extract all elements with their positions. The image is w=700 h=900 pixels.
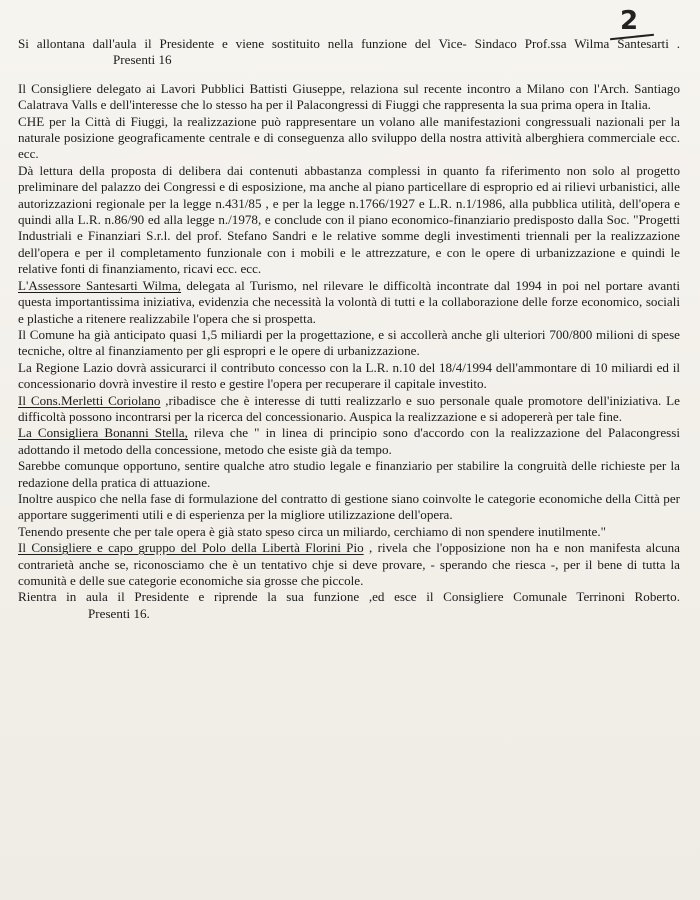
page-number: 2 <box>620 6 639 36</box>
minutes-body <box>18 36 680 622</box>
presenti-count: Presenti 16. <box>88 605 150 621</box>
speaker-name: Il Consigliere e capo gruppo del Polo della Libertà Florini Pio <box>18 540 364 556</box>
speaker-name: La Consigliera Bonanni Stella, <box>18 425 188 441</box>
paragraph-che-fiuggi: CHE per la Città di Fiuggi, la realizzazione può rappresentare un volano alle manifestazioni congressuali nazionali per la naturale posizione geograficamente centrale e di conseguenza allo sviluppo della nostra attività alberghiera commerciale ecc. ecc. <box>18 113 680 162</box>
spacer <box>18 69 680 81</box>
presenti-count: Presenti 16 <box>113 52 172 68</box>
paragraph-text: , rivela che l'opposizione non ha e non manifesta alcuna contrarietà anche se, riconosciamo che è un tentativo chje si deve provare, - sperando che riesca -, per il bene di tutta la comunità e delle sue categorie economiche sia grosse che piccole. <box>18 540 680 588</box>
paragraph-bonanni <box>18 425 680 458</box>
speaker-name: Il Cons.Merletti Coriolano <box>18 392 161 408</box>
paragraph-battisti: Il Consigliere delegato ai Lavori Pubblici Battisti Giuseppe, relaziona sul recente incontro a Milano con l'Arch. Santiago Calatrava Valls e dell'interesse che lo stesso ha per il Palacongressi di Fiuggi che rappresenta la sua prima opera in Italia. <box>18 80 680 113</box>
paragraph-text: delegata al Turismo, nel rilevare le difficoltà incontrate dal 1994 in poi nel portare avanti questa importantissima iniziativa, evidenzia che necessità la volontà di tutti e la collaborazione delle forze economico, sociali e plastiche a ritenere realizzabile l'opera che si prospetta. <box>18 277 680 326</box>
paragraph-regione: La Regione Lazio dovrà assicurarci il contributo concesso con la L.R. n.10 del 18/4/1994 dell'ammontare di 10 miliardi ed il concessionario dovrà investire il resto e gestire l'opera per recuperare il capitale investito. <box>18 359 680 392</box>
paragraph-vice-sindaco <box>18 36 680 69</box>
paragraph-text: Si allontana dall'aula il Presidente e viene sostituito nella funzione del Vice- Sindaco Prof.ssa Wilma Santesarti . <box>18 36 680 51</box>
paragraph-florini <box>18 540 680 589</box>
paragraph-text: Rientra in aula il Presidente e riprende la sua funzione ,ed esce il Consigliere Comunale Terrinoni Roberto. <box>18 589 680 605</box>
paragraph-studio-legale: Sarebbe comunque opportuno, sentire qualche atro studio legale e finanziario per stabilire la congruità delle richieste per la redazione della pratica di attuazione. <box>18 458 680 490</box>
paragraph-text: rileva che " in linea di principio sono d'accordo con la realizzazione del Palacongressi adottando il metodo della concessione, metodo che esiste già da tempo. <box>18 425 680 457</box>
paragraph-delibera: Dà lettura della proposta di delibera dai contenuti abbastanza complessi in quanto fa riferimento non solo al progetto preliminare del palazzo dei Congressi e di esposizione, ma anche al piano particellare di esproprio ed ai rilievi urbanistici, alle autorizzazioni regionale per la legge n.431/85 , e per la legge n.1766/1927 e L.R. n.1/1986, alla pubblica utilità, dell'opera e quindi alla L.R. n.86/90 ed alla legge n./1978, e conclude con il piano economico-finanziario predisposto dalla Soc. "Progetti Industriali e Finanziari S.r.l. del prof. Stefano Sandri e le relative somme degli investimenti triennali per la realizzazione dell'opera e per il completamento funzionale con i mobili e le attrezzature, e con le opere di urbanizzazione e quindi le relative fonti di finanziamento, ricavi ecc. ecc. <box>18 162 680 277</box>
paragraph-rientra <box>18 589 680 622</box>
paragraph-comune: Il Comune ha già anticipato quasi 1,5 miliardi per la progettazione, e si accollerà anche gli ulteriori 700/800 milioni di spese tecniche, oltre al finanziamento per gli espropri e le opere di urbanizzazione. <box>18 326 680 359</box>
speaker-name: L'Assessore Santesarti Wilma, <box>18 277 182 293</box>
paragraph-text: ,ribadisce che è interesse di tutti realizzarlo e suo personale quale promotore dell'iniziativa. Le difficoltà possono incontrarsi per la ricerca del concessionario. Auspica la realizzazione e si adopererà per tale fine. <box>18 392 680 424</box>
paragraph-santesarti <box>18 278 680 327</box>
paragraph-contratto: Inoltre auspico che nella fase di formulazione del contratto di gestione siano coinvolte le categorie economiche della Città per apportare suggerimenti utili e di esperienza per la migliore utilizzazione dell'opera. <box>18 490 680 523</box>
paragraph-miliardo: Tenendo presente che per tale opera è già stato speso circa un miliardo, cerchiamo di non spendere inutilmente." <box>18 523 606 539</box>
paragraph-merletti <box>18 393 680 426</box>
